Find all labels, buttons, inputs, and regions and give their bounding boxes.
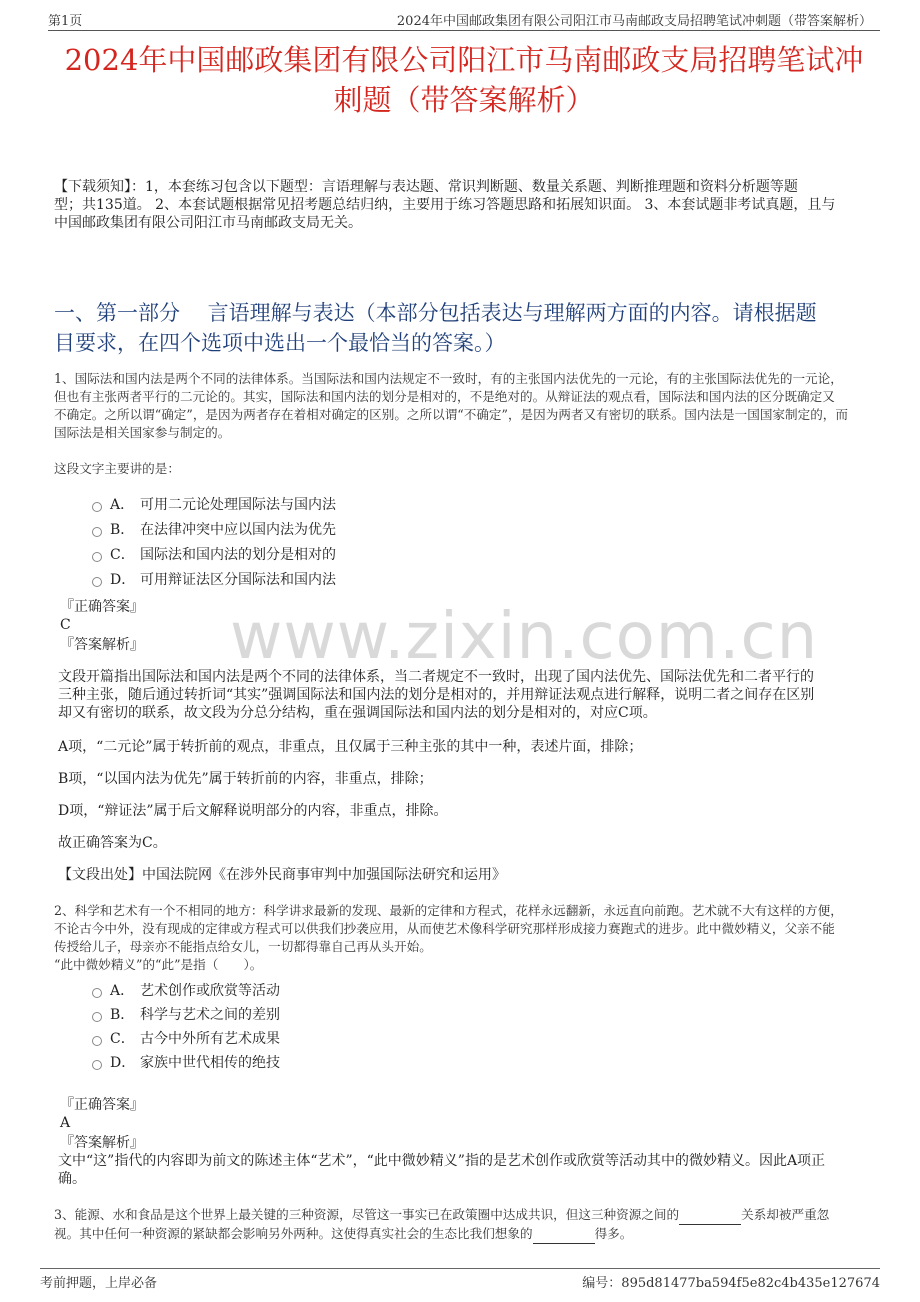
section-heading-line: 一、第一部分 言语理解与表达（本部分包括表达与理解两方面的内容。请根据题 (54, 301, 817, 325)
q1-conclusion: 故正确答案为C。 (58, 835, 167, 851)
stem-line (54, 1206, 880, 1225)
analysis-line: 文段开篇指出国际法和国内法是两个不同的法律体系，当二者规定不一致时，出现了国内法优先、国际法优先和二者平行的 (58, 669, 814, 685)
section-heading (54, 298, 880, 358)
section-heading-line: 目要求，在四个选项中选出一个最恰当的答案。） (54, 331, 506, 355)
option-letter: A． (110, 983, 135, 999)
stem-line: 传授给儿子，母亲亦不能指点给女儿，一切都得靠自己再从头开始。 (54, 939, 432, 954)
option-text: 可用二元论处理国际法与国内法 (140, 497, 336, 513)
document-id: 编号：895d81477ba594f5e82c4b435e127674 (582, 1276, 880, 1291)
stem-text: 视。其中任何一种资源的紧缺都会影响另外两种。这使得真实社会的生态比我们想象的 (54, 1226, 533, 1241)
q2-option-d[interactable] (92, 1053, 280, 1073)
option-text: 家族中世代相传的绝技 (140, 1055, 280, 1071)
answer-value: C (60, 617, 71, 633)
option-text: 国际法和国内法的划分是相对的 (140, 547, 336, 563)
option-text: 可用辩证法区分国际法和国内法 (140, 572, 336, 588)
option-letter: A． (110, 497, 135, 513)
option-text: 古今中外所有艺术成果 (140, 1031, 280, 1047)
footer-divider (40, 1268, 880, 1269)
analysis-label: 『答案解析』 (60, 1135, 144, 1151)
answer-label: 『正确答案』 (60, 1097, 144, 1113)
option-letter: D． (110, 1055, 136, 1071)
page-number: 第1页 (48, 14, 83, 29)
stem-line (54, 1225, 880, 1244)
footer-slogan: 考前押题，上岸必备 (40, 1276, 158, 1291)
option-letter: B． (110, 522, 135, 538)
question-2-stem (54, 902, 880, 974)
q1-option-c[interactable] (92, 545, 336, 565)
stem-line: 不确定。之所以谓“确定”，是因为两者存在着相对确定的区别。之所以谓“不确定”，是因为两者又有密切的联系。国内法是一国国家制定的，而 (54, 407, 848, 422)
radio-icon[interactable] (92, 552, 102, 562)
fill-blank (679, 1206, 741, 1225)
option-letter: B． (110, 1007, 135, 1023)
answer-label: 『正确答案』 (60, 599, 144, 615)
q2-option-b[interactable] (92, 1005, 280, 1025)
notice-line: 中国邮政集团有限公司阳江市马南邮政支局无关。 (54, 215, 362, 231)
q1-note-d: D项，“辩证法”属于后文解释说明部分的内容，非重点，排除。 (58, 803, 448, 819)
fill-blank (533, 1225, 595, 1244)
option-letter: C． (110, 1031, 135, 1047)
stem-text: 得多。 (594, 1226, 633, 1241)
title-line-2: 刺题（带答案解析） (333, 83, 595, 117)
radio-icon[interactable] (92, 1060, 102, 1070)
option-letter: D． (110, 572, 136, 588)
q1-option-b[interactable] (92, 520, 336, 540)
radio-icon[interactable] (92, 502, 102, 512)
analysis-line: 文中“这”指代的内容即为前文的陈述主体“艺术”，“此中微妙精义”指的是艺术创作或欣赏等活动其中的微妙精义。因此A项正 (58, 1153, 826, 1169)
question-1-stem (54, 370, 880, 442)
option-text: 科学与艺术之间的差别 (140, 1007, 280, 1023)
q1-source: 【文段出处】中国法院网《在涉外民商事审判中加强国际法研究和运用》 (58, 867, 506, 883)
stem-line: 1、国际法和国内法是两个不同的法律体系。当国际法和国内法规定不一致时，有的主张国内法优先的一元论，有的主张国际法优先的一元论， (54, 371, 843, 386)
stem-line: 2、科学和艺术有一个不相同的地方：科学讲求最新的发现、最新的定律和方程式，花样永远翻新，永远直向前跑。艺术就不大有这样的方便， (54, 903, 843, 918)
running-title: 2024年中国邮政集团有限公司阳江市马南邮政支局招聘笔试冲刺题（带答案解析） (396, 14, 872, 29)
stem-line: 但也有主张两者平行的二元论的。其实，国际法和国内法的划分是相对的，不是绝对的。从辩证法的观点看，国际法和国内法的区分既确定又 (54, 389, 835, 404)
stem-line: “此中微妙精义”的“此”是指（ ）。 (54, 957, 263, 972)
q1-note-b: B项，“以国内法为优先”属于转折前的内容，非重点，排除； (58, 771, 433, 787)
q2-analysis (58, 1152, 880, 1188)
q1-option-a[interactable] (92, 495, 336, 515)
q1-option-d[interactable] (92, 570, 336, 590)
stem-text: 关系却被严重忽 (741, 1207, 830, 1222)
radio-icon[interactable] (92, 577, 102, 587)
radio-icon[interactable] (92, 1036, 102, 1046)
option-text: 艺术创作或欣赏等活动 (140, 983, 280, 999)
document-title (48, 40, 880, 120)
notice-line: 型；共135道。 2、本套试题根据常见招考题总结归纳，主要用于练习答题思路和拓展知识面。 3、本套试题非考试真题，且与 (54, 197, 836, 213)
question-1-prompt: 这段文字主要讲的是： (54, 461, 180, 476)
stem-line: 国际法是相关国家参与制定的。 (54, 425, 231, 440)
q2-option-a[interactable] (92, 981, 280, 1001)
question-3-stem (54, 1206, 880, 1244)
analysis-line: 却又有密切的联系，故文段为分总分结构，重在强调国际法和国内法的划分是相对的，对应C项。 (58, 705, 657, 721)
stem-line: 不论古今中外，没有现成的定律或方程式可以供我们抄袭应用，从而使艺术像科学研究那样形成接力赛跑式的进步。此中微妙精义，父亲不能 (54, 921, 835, 936)
notice-line: 【下载须知】：1，本套练习包含以下题型：言语理解与表达题、常识判断题、数量关系题、判断推理题和资料分析题等题 (54, 179, 798, 195)
analysis-line: 三种主张，随后通过转折词“其实”强调国际法和国内法的划分是相对的，并用辩证法观点进行解释，说明二者之间存在区别 (58, 687, 815, 703)
option-letter: C． (110, 547, 135, 563)
option-text: 在法律冲突中应以国内法为优先 (140, 522, 336, 538)
stem-text: 3、能源、水和食品是这个世界上最关键的三种资源，尽管这一事实已在政策圈中达成共识，但这三种资源之间的 (54, 1207, 680, 1222)
answer-value: A (60, 1115, 71, 1131)
analysis-label: 『答案解析』 (60, 637, 144, 653)
analysis-line: 确。 (58, 1171, 86, 1187)
download-notice (54, 178, 880, 232)
radio-icon[interactable] (92, 527, 102, 537)
title-line-1: 2024年中国邮政集团有限公司阳江市马南邮政支局招聘笔试冲 (64, 43, 864, 77)
header-divider (48, 30, 880, 31)
watermark: www.zixin.com.cn (230, 600, 819, 674)
q2-option-c[interactable] (92, 1029, 280, 1049)
q1-note-a: A项，“二元论”属于转折前的观点，非重点，且仅属于三种主张的其中一种，表述片面，排除； (58, 739, 643, 755)
radio-icon[interactable] (92, 988, 102, 998)
radio-icon[interactable] (92, 1012, 102, 1022)
q1-analysis (58, 668, 880, 722)
